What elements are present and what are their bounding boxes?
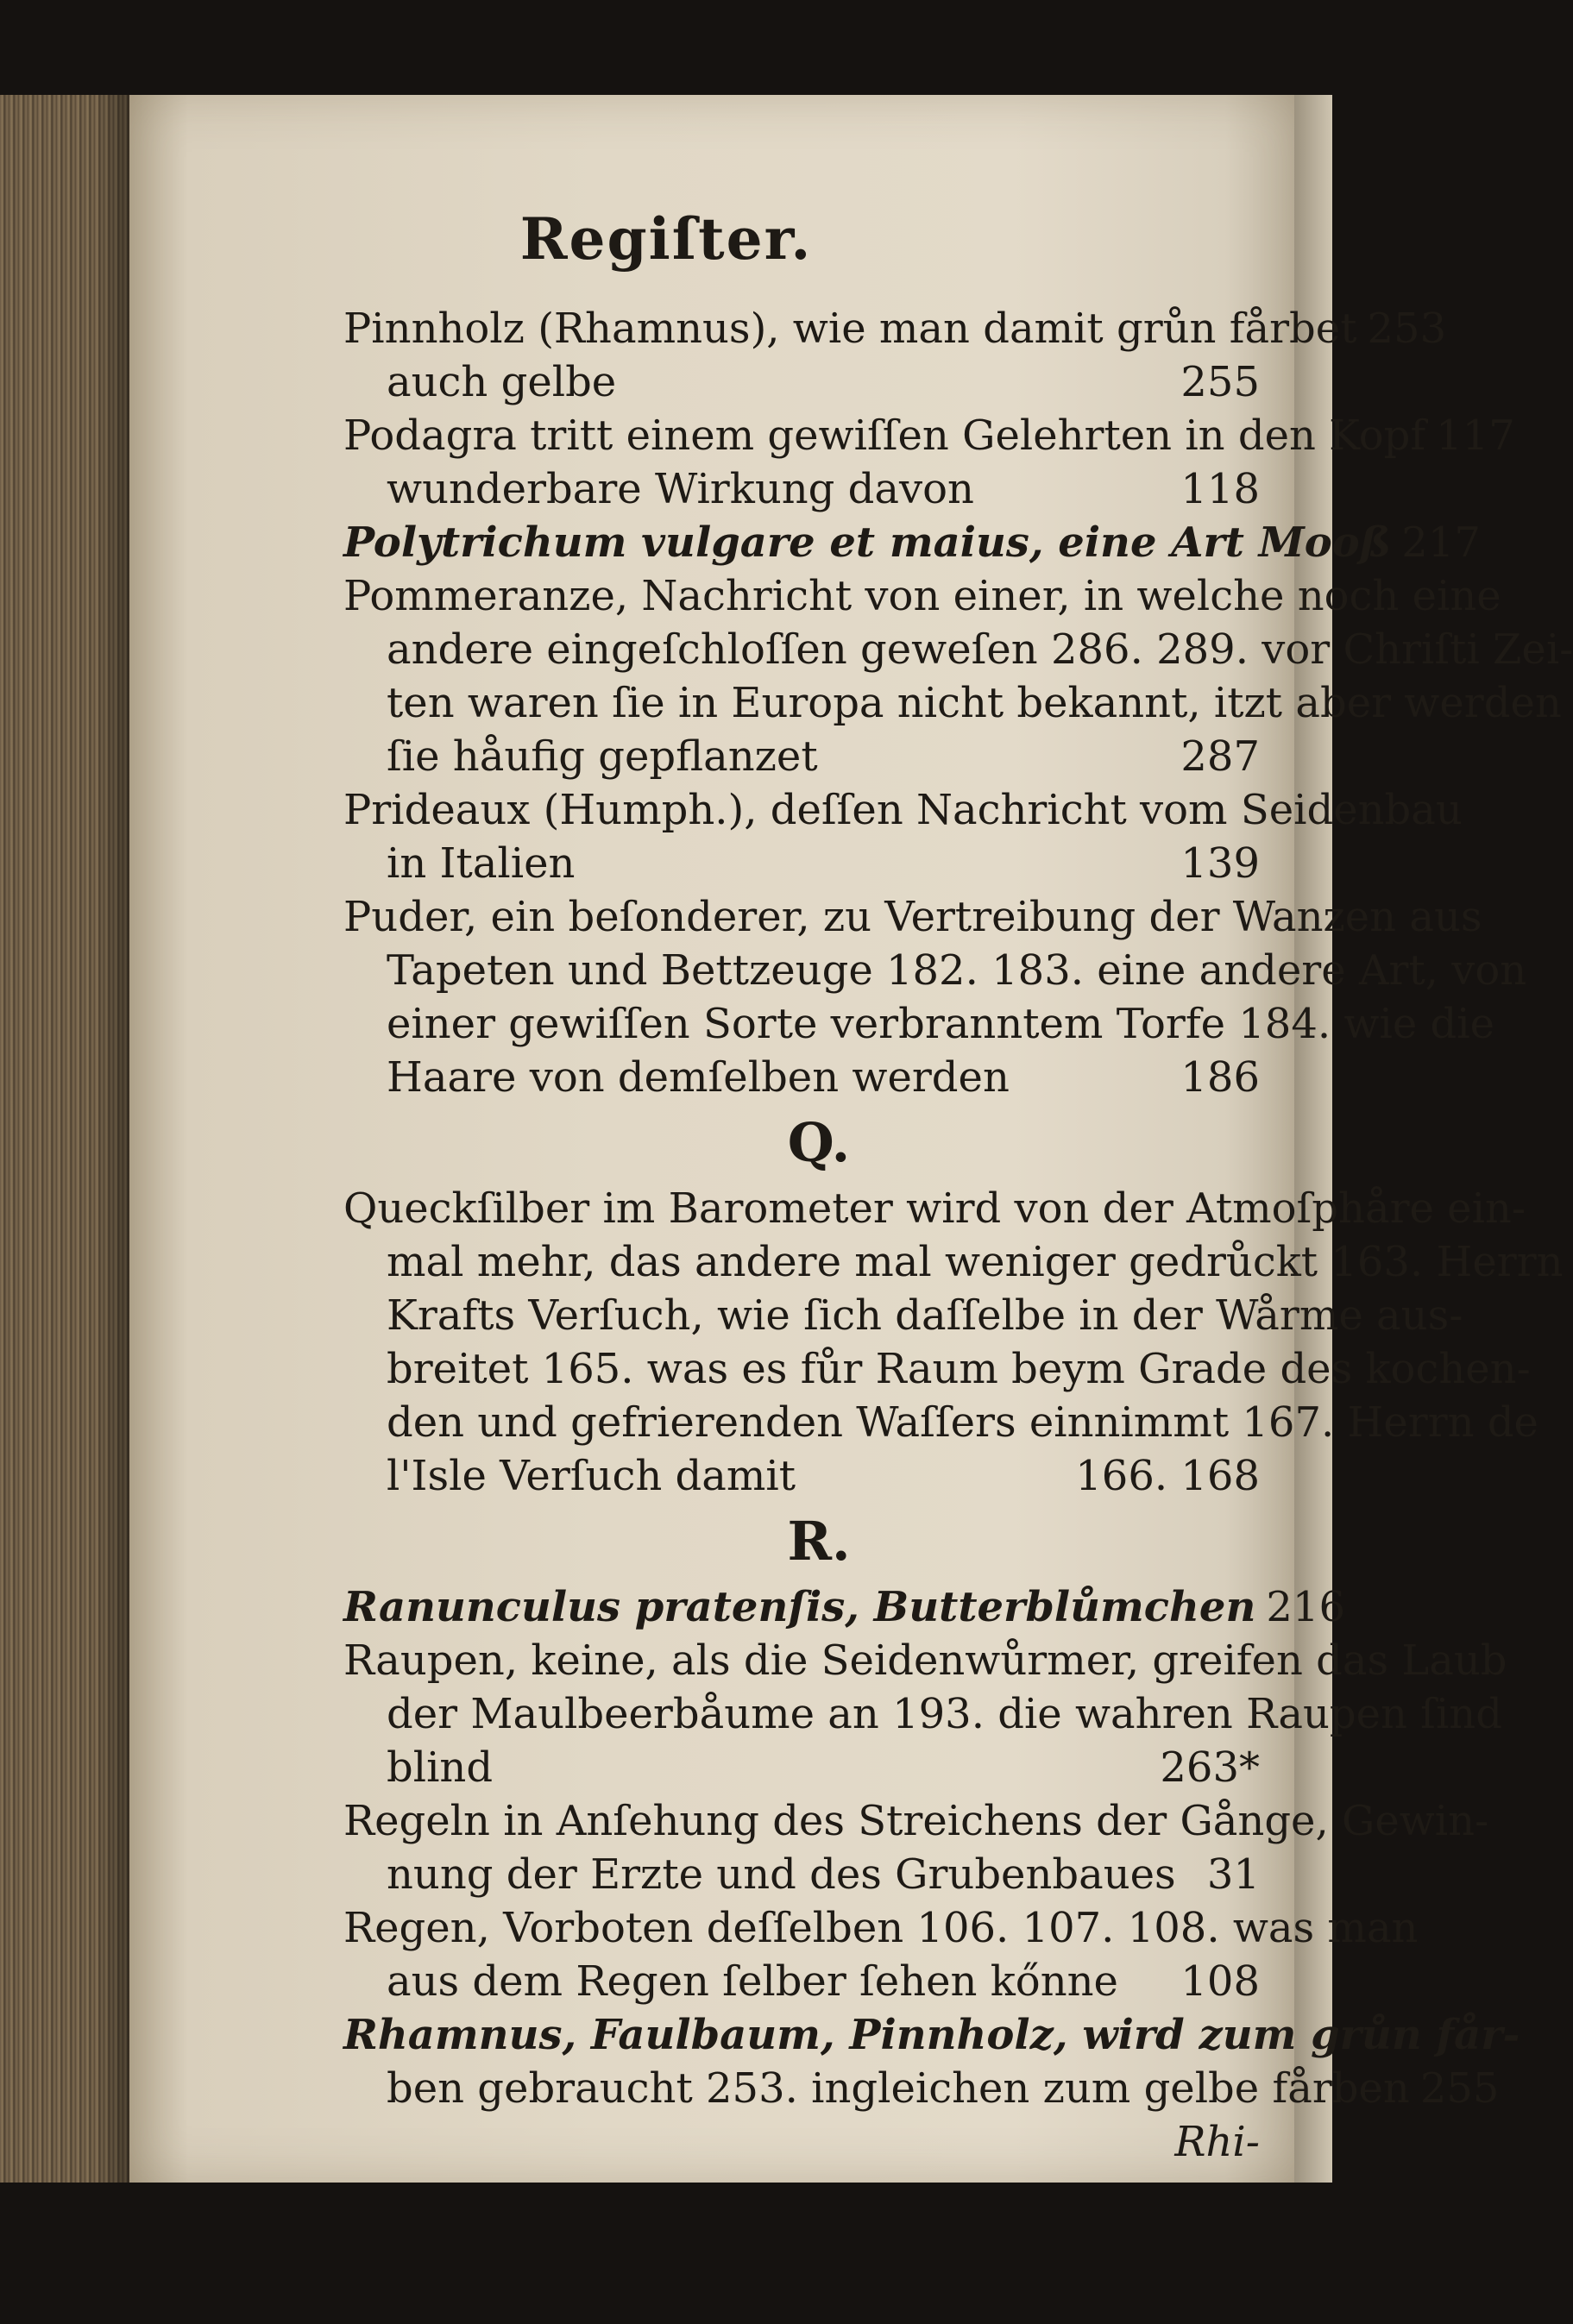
entry-text: Regeln in Anſehung des Streichens der Gånge, Gewin- (343, 1797, 1489, 1845)
entry-text: Queckſilber im Barometer wird von der Atmoſphåre ein- (343, 1184, 1526, 1233)
entry-text: andere eingeſchloſſen geweſen 286. 289. vor Chriſti Zei- (387, 625, 1573, 674)
entry-text: aus dem Regen ſelber ſehen kőnne (387, 1957, 1118, 2006)
index-entry-regeln (343, 1794, 1489, 1901)
entry-text: in Italien (387, 839, 576, 888)
entry-text: Tapeten und Bettzeuge 182. 183. eine andere Art, von (387, 946, 1527, 995)
entry-text: ben gebraucht 253. ingleichen zum gelbe fårben (387, 2064, 1410, 2113)
page-number: 263* (1160, 1743, 1260, 1792)
page-number: 216 (1266, 1583, 1345, 1631)
index-entry-podagra (343, 409, 1515, 516)
entry-line (343, 1848, 1260, 1901)
page-title: Regiſter. (519, 205, 813, 273)
entry-text: Rhamnus, Faulbaum, Pinnholz, wird zum grůn får- (343, 2011, 1520, 2059)
entry-line (343, 1580, 1345, 1634)
page-number: 117 (1436, 411, 1515, 460)
entry-line (343, 302, 1447, 355)
section-letter: Q. (787, 1111, 851, 1174)
entry-line (343, 1449, 1260, 1503)
index-entry-regen (343, 1901, 1419, 2008)
page-number: 186 (1180, 1053, 1260, 1102)
register-body (343, 302, 1573, 2169)
entry-line (343, 569, 1501, 623)
entry-line (343, 1741, 1260, 1794)
entry-line (343, 1687, 1502, 1741)
index-entry-pinnholz (343, 302, 1447, 409)
entry-line (343, 676, 1562, 730)
index-entry-rhamnus (343, 2008, 1520, 2115)
entry-line (343, 1396, 1538, 1449)
entry-text: nung der Erzte und des Grubenbaues (387, 1850, 1176, 1899)
entry-line (343, 409, 1515, 462)
page-number: 253 (1367, 305, 1447, 353)
entry-line (343, 997, 1494, 1051)
entry-text: Podagra tritt einem gewiſſen Gelehrten in den Kopf (343, 411, 1426, 460)
entry-line (343, 355, 1260, 409)
entry-text: breitet 165. was es fůr Raum beym Grade des kochen- (387, 1345, 1531, 1393)
entry-text: l'Isle Verſuch damit (387, 1452, 796, 1500)
entry-text: ſie håufig gepflanzet (387, 732, 818, 781)
entry-line (343, 1955, 1260, 2008)
page-number: 139 (1180, 839, 1260, 888)
entry-line (343, 944, 1527, 997)
entry-line (343, 730, 1260, 783)
entry-line (343, 1235, 1564, 1289)
entry-line (343, 1901, 1419, 1955)
entry-line (343, 2008, 1520, 2062)
index-entry-pommeranze (343, 569, 1573, 783)
index-entry-raupen (343, 1634, 1507, 1794)
page-number: 31 (1206, 1850, 1260, 1899)
page-number: 108 (1180, 1957, 1260, 2006)
entry-line (343, 623, 1573, 676)
entry-text: Puder, ein beſonderer, zu Vertreibung der Wanzen aus (343, 893, 1482, 941)
index-entry-queckſilber (343, 1182, 1564, 1503)
entry-text: ten waren ſie in Europa nicht bekannt, itzt aber werden (387, 679, 1562, 727)
entry-text: Regen, Vorboten deſſelben 106. 107. 108. was man (343, 1904, 1419, 1952)
entry-line (343, 1342, 1531, 1396)
entry-line (343, 783, 1463, 837)
entry-line (343, 1634, 1507, 1687)
index-entry-puder (343, 890, 1527, 1104)
page-number: 166. 168 (1075, 1452, 1260, 1500)
entry-text: Polytrichum vulgare et maius, eine Art Mooß (343, 518, 1392, 567)
entry-text: Raupen, keine, als die Seidenwůrmer, greifen das Laub (343, 1636, 1507, 1685)
entry-text: mal mehr, das andere mal weniger gedrůckt 163. Herrn (387, 1238, 1564, 1286)
entry-line (343, 890, 1482, 944)
entry-text: blind (387, 1743, 494, 1792)
entry-line (343, 1289, 1463, 1342)
entry-line (343, 837, 1260, 890)
entry-text: Haare von demſelben werden (387, 1053, 1010, 1102)
entry-text: den und gefrierenden Waſſers einnimmt 167. Herrn de (387, 1398, 1538, 1447)
index-entry-ranunculus (343, 1580, 1345, 1634)
page-number: 255 (1419, 2064, 1500, 2113)
entry-line (343, 1182, 1526, 1235)
entry-line (343, 1794, 1489, 1848)
page-number: 255 (1180, 358, 1260, 406)
entry-text: Pinnholz (Rhamnus), wie man damit grůn fårbet (343, 305, 1357, 353)
entry-text: der Maulbeerbåume an 193. die wahren Raupen ſind (387, 1690, 1502, 1738)
page-number: 287 (1180, 732, 1260, 781)
entry-text: Prideaux (Humph.), deſſen Nachricht vom Seidenbau (343, 786, 1463, 834)
entry-line (343, 1051, 1260, 1104)
catchword: Rhi- (1174, 2118, 1260, 2166)
page-number: 217 (1401, 518, 1481, 567)
entry-text: Ranunculus pratenſis, Butterblůmchen (343, 1583, 1256, 1631)
index-entry-polytrichum (343, 516, 1481, 569)
entry-line (343, 516, 1481, 569)
next-page-edge (1294, 95, 1332, 2183)
entry-line (343, 462, 1260, 516)
entry-text: einer gewiſſen Sorte verbranntem Torfe 184. wie die (387, 1000, 1494, 1048)
entry-line (343, 2062, 1500, 2115)
index-entry-prideaux (343, 783, 1463, 890)
entry-text: Krafts Verſuch, wie ſich daſſelbe in der Wårme aus- (387, 1291, 1463, 1340)
section-letter: R. (787, 1510, 851, 1573)
entry-text: Pommeranze, Nachricht von einer, in welche noch eine (343, 572, 1501, 620)
page-number: 118 (1180, 465, 1260, 513)
entry-text: wunderbare Wirkung davon (387, 465, 974, 513)
entry-text: auch gelbe (387, 358, 617, 406)
